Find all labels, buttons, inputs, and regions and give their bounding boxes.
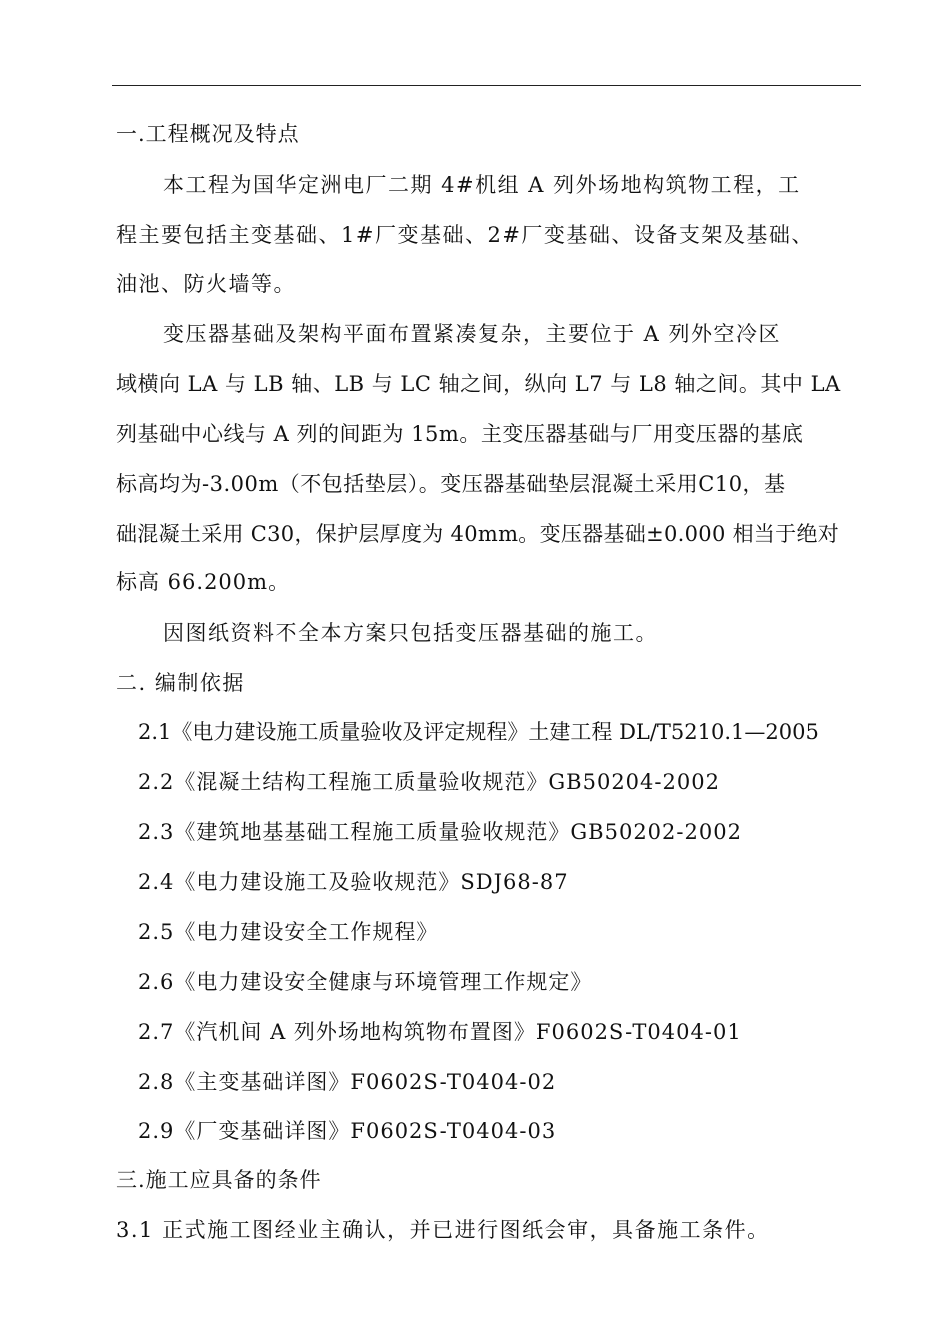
paragraph-line: 程主要包括主变基础、1#厂变基础、2#厂变基础、设备支架及基础、 xyxy=(116,223,814,247)
section-2-heading: 二. 编制依据 xyxy=(116,671,245,695)
paragraph-line: 变压器基础及架构平面布置紧凑复杂，主要位于 A 列外空冷区 xyxy=(163,322,782,346)
paragraph-line: 油池、防火墙等。 xyxy=(116,272,296,296)
section-3-heading: 三.施工应具备的条件 xyxy=(116,1168,322,1192)
reference-item: 2.8《主变基础详图》F0602S-T0404-02 xyxy=(138,1070,557,1094)
paragraph-line: 因图纸资料不全本方案只包括变压器基础的施工。 xyxy=(163,621,658,645)
paragraph-line: 域横向 LA 与 LB 轴、LB 与 LC 轴之间，纵向 L7 与 L8 轴之间。其中 LA xyxy=(116,372,841,396)
reference-item: 2.6《电力建设安全健康与环境管理工作规定》 xyxy=(138,970,593,994)
reference-item: 2.3《建筑地基基础工程施工质量验收规范》GB50202-2002 xyxy=(138,820,742,844)
paragraph-line: 标高均为-3.00m（不包括垫层）。变压器基础垫层混凝土采用C10，基 xyxy=(116,472,786,496)
section-1-heading: 一.工程概况及特点 xyxy=(116,122,300,146)
reference-item: 2.1《电力建设施工质量验收及评定规程》土建工程 DL/T5210.1—2005 xyxy=(138,720,819,744)
reference-item: 2.4《电力建设施工及验收规范》SDJ68-87 xyxy=(138,870,569,894)
condition-item: 3.1 正式施工图经业主确认，并已进行图纸会审，具备施工条件。 xyxy=(116,1218,770,1242)
reference-item: 2.5《电力建设安全工作规程》 xyxy=(138,920,439,944)
paragraph-line: 本工程为国华定洲电厂二期 4#机组 A 列外场地构筑物工程，工 xyxy=(163,173,801,197)
reference-item: 2.9《厂变基础详图》F0602S-T0404-03 xyxy=(138,1119,557,1143)
paragraph-line: 础混凝土采用 C30，保护层厚度为 40mm。变压器基础±0.000 相当于绝对 xyxy=(116,522,840,546)
header-rule xyxy=(112,85,861,86)
reference-item: 2.2《混凝土结构工程施工质量验收规范》GB50204-2002 xyxy=(138,770,720,794)
paragraph-line: 标高 66.200m。 xyxy=(116,570,291,594)
reference-item: 2.7《汽机间 A 列外场地构筑物布置图》F0602S-T0404-01 xyxy=(138,1020,742,1044)
paragraph-line: 列基础中心线与 A 列的间距为 15m。主变压器基础与厂用变压器的基底 xyxy=(116,422,804,446)
